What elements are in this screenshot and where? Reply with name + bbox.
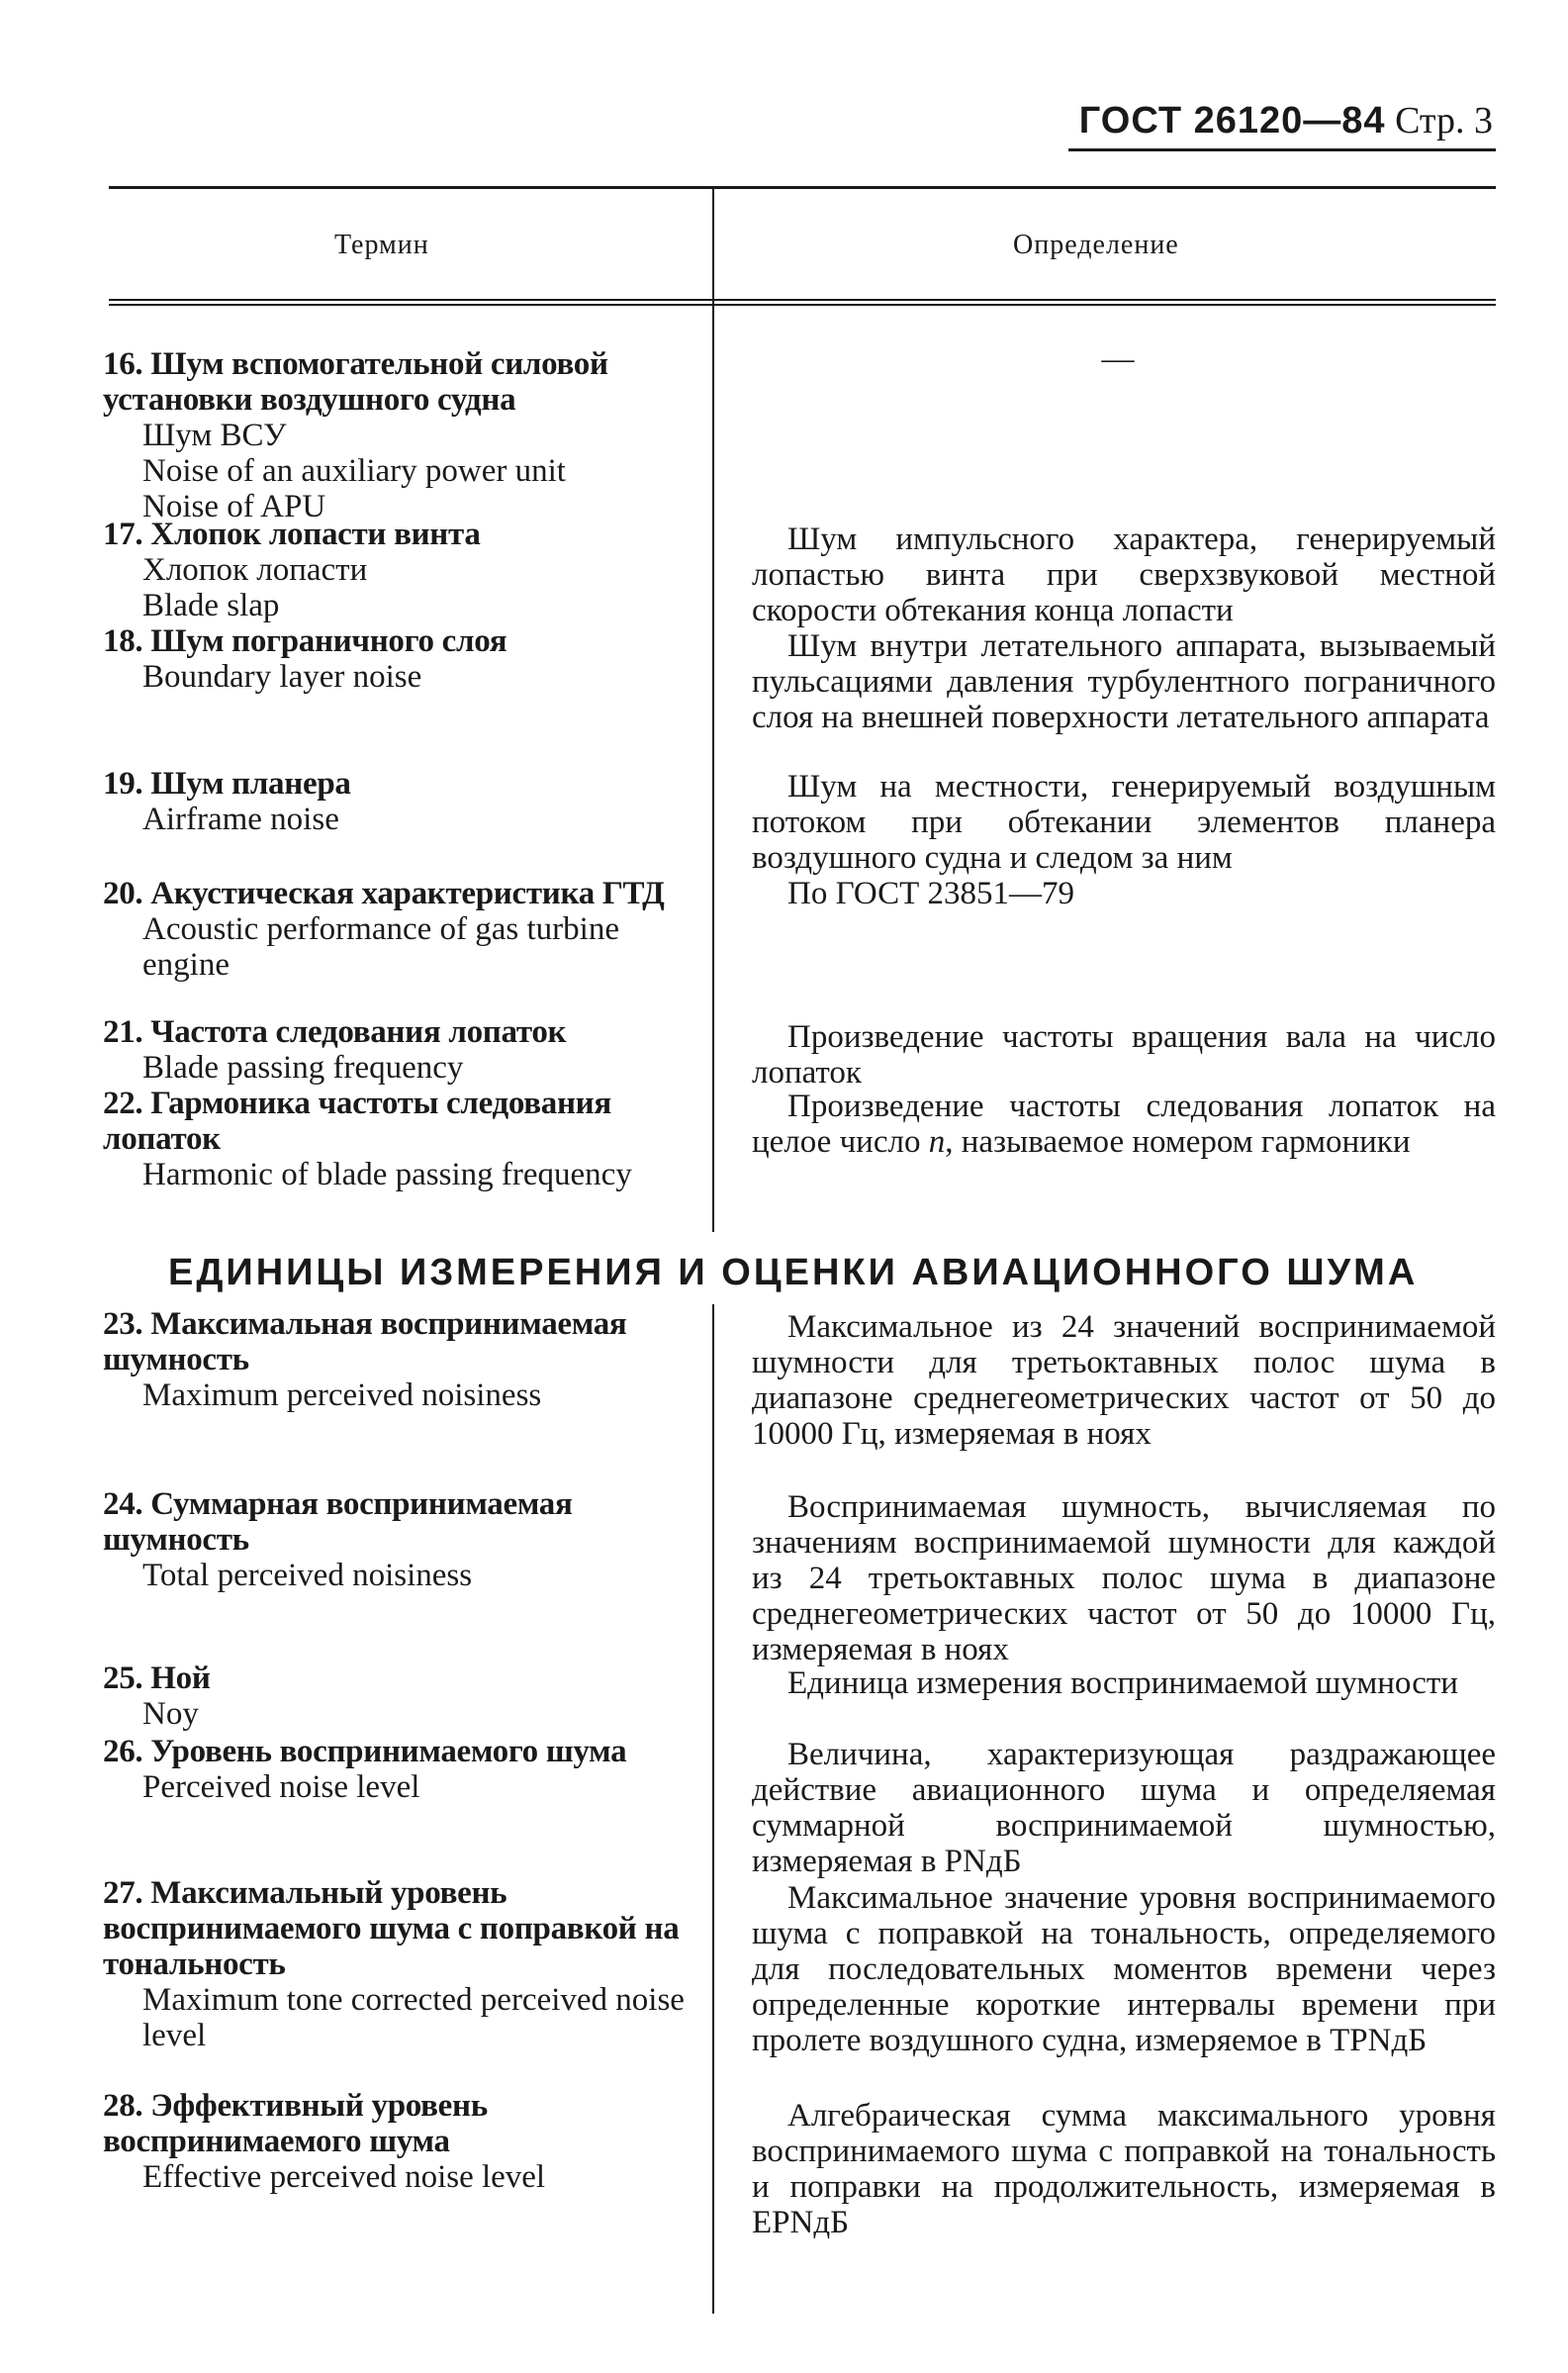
definition-text: Шум внутри летательного аппарата, вызываемый пульсациями давления турбулентного пограничного слоя на внешней поверхности летательного аппарата (752, 628, 1496, 735)
definition-text: Величина, характеризующая раздражающее действие авиационного шума и определяемая суммарной воспринимаемой шумностью, измеряемая в PNдБ (752, 1737, 1496, 1879)
definition-18 (752, 628, 1496, 735)
term-title: 18. Шум пограничного слоя (103, 623, 507, 659)
page-header (1079, 99, 1493, 142)
definition-20 (752, 876, 1496, 911)
term-title: 20. Акустическая характеристика ГТД (103, 876, 665, 911)
section-title: ЕДИНИЦЫ ИЗМЕРЕНИЯ И ОЦЕНКИ АВИАЦИОННОГО ШУМА (168, 1252, 1419, 1293)
term-english: Blade passing frequency (142, 1050, 464, 1086)
term-title: 28. Эффективный уровень воспринимаемого шума (103, 2088, 488, 2159)
term-title: 21. Частота следования лопаток (103, 1014, 567, 1050)
header-rule (1068, 148, 1496, 151)
definition-19 (752, 769, 1496, 876)
term-title: 19. Шум планера (103, 766, 351, 802)
term-title: 16. Шум вспомогательной силовой установки воздушного судна (103, 346, 608, 418)
term-title: 22. Гармоника частоты следования лопаток (103, 1086, 611, 1157)
term-english: Harmonic of blade passing frequency (142, 1157, 632, 1192)
term-english: Perceived noise level (142, 1769, 420, 1805)
definition-text-a: Произведение частоты следования лопаток на целое число (752, 1089, 1496, 1160)
definition-text: Алгебраическая сумма максимального уровня воспринимаемого шума с поправкой на тональность и поправки на продолжительность, измеряемая в EPNдБ (752, 2098, 1496, 2240)
term-22 (103, 1086, 696, 1192)
definition-28 (752, 2098, 1496, 2240)
definition-dash: — (1101, 341, 1135, 377)
column-header-definition: Определение (1013, 230, 1179, 260)
definition-text: Шум импульсного характера, генерируемый лопастью винта при сверхзвуковой местной скорости обтекания конца лопасти (752, 522, 1496, 628)
definition-16 (871, 341, 1365, 377)
term-19 (103, 766, 696, 837)
column-divider-bottom (712, 1304, 714, 2314)
term-title: 27. Максимальный уровень воспринимаемого шума с поправкой на тональность (103, 1875, 680, 1982)
definition-21 (752, 1019, 1496, 1091)
term-title: 25. Ной (103, 1661, 211, 1696)
term-17 (103, 517, 696, 623)
term-english: Maximum perceived noisiness (142, 1377, 542, 1413)
term-26 (103, 1734, 696, 1805)
term-25 (103, 1661, 696, 1732)
definition-text: Единица измерения воспринимаемой шумности (787, 1665, 1458, 1701)
definition-text: По ГОСТ 23851—79 (787, 876, 1074, 911)
term-english: Effective perceived noise level (142, 2159, 546, 2195)
definition-22 (752, 1089, 1496, 1160)
term-english-abbr: Noise of APU (142, 489, 326, 524)
term-abbreviation: Хлопок лопасти (142, 552, 368, 588)
term-20 (103, 876, 696, 983)
column-header-term: Термин (334, 230, 429, 260)
term-title: 26. Уровень воспринимаемого шума (103, 1734, 627, 1769)
term-english: Total perceived noisiness (142, 1558, 473, 1593)
term-english: Airframe noise (142, 802, 339, 837)
definition-text: Произведение частоты вращения вала на число лопаток (752, 1019, 1496, 1091)
term-21 (103, 1014, 696, 1086)
column-divider-top (712, 188, 714, 1232)
table-header-rule-2 (109, 304, 1496, 306)
term-23 (103, 1306, 696, 1413)
term-18 (103, 623, 696, 695)
term-28 (103, 2088, 696, 2195)
term-16 (103, 346, 696, 524)
term-title: 24. Суммарная воспринимаемая шумность (103, 1486, 573, 1558)
definition-text: Максимальное значение уровня воспринимаемого шума с поправкой на тональность, определяемого для последовательных моментов времени через определенные короткие интервалы времени при пролете воздушного судна, измеряемое в TPNдБ (752, 1880, 1496, 2058)
page-number: Стр. 3 (1395, 100, 1493, 142)
definition-27 (752, 1880, 1496, 2058)
definition-23 (752, 1309, 1496, 1452)
definition-text (752, 1089, 1496, 1160)
term-english: Noise of an auxiliary power unit (142, 453, 566, 489)
table-header-rule (109, 299, 1496, 301)
term-english: Boundary layer noise (142, 659, 422, 695)
definition-26 (752, 1737, 1496, 1879)
definition-17 (752, 522, 1496, 628)
variable-n: n (928, 1124, 946, 1160)
term-abbreviation: Шум ВСУ (142, 418, 287, 453)
definition-24 (752, 1489, 1496, 1667)
term-english: Maximum tone corrected perceived noise level (142, 1982, 685, 2053)
term-english: Noy (142, 1696, 199, 1732)
term-english: Acoustic performance of gas turbine engine (142, 911, 619, 983)
standard-number: ГОСТ 26120—84 (1078, 100, 1386, 142)
definition-25 (752, 1665, 1496, 1701)
definition-text: Шум на местности, генерируемый воздушным потоком при обтекании элементов планера воздушного судна и следом за ним (752, 769, 1496, 876)
definition-text: Максимальное из 24 значений воспринимаемой шумности для третьоктавных полос шума в диапазоне среднегеометрических частот от 50 до 10000 Гц, измеряемая в ноях (752, 1309, 1496, 1452)
term-title: 23. Максимальная воспринимаемая шумность (103, 1306, 627, 1377)
definition-text: Воспринимаемая шумность, вычисляемая по значениям воспринимаемой шумности для каждой из 24 третьоктавных полос шума в диапазоне среднегеометрических частот от 50 до 10000 Гц, измеряемая в ноях (752, 1489, 1496, 1667)
definition-text-b: , называемое номером гармоники (945, 1124, 1411, 1160)
table-top-rule (109, 186, 1496, 189)
term-24 (103, 1486, 696, 1593)
term-english: Blade slap (142, 588, 280, 623)
term-title: 17. Хлопок лопасти винта (103, 517, 481, 552)
term-27 (103, 1875, 696, 2053)
